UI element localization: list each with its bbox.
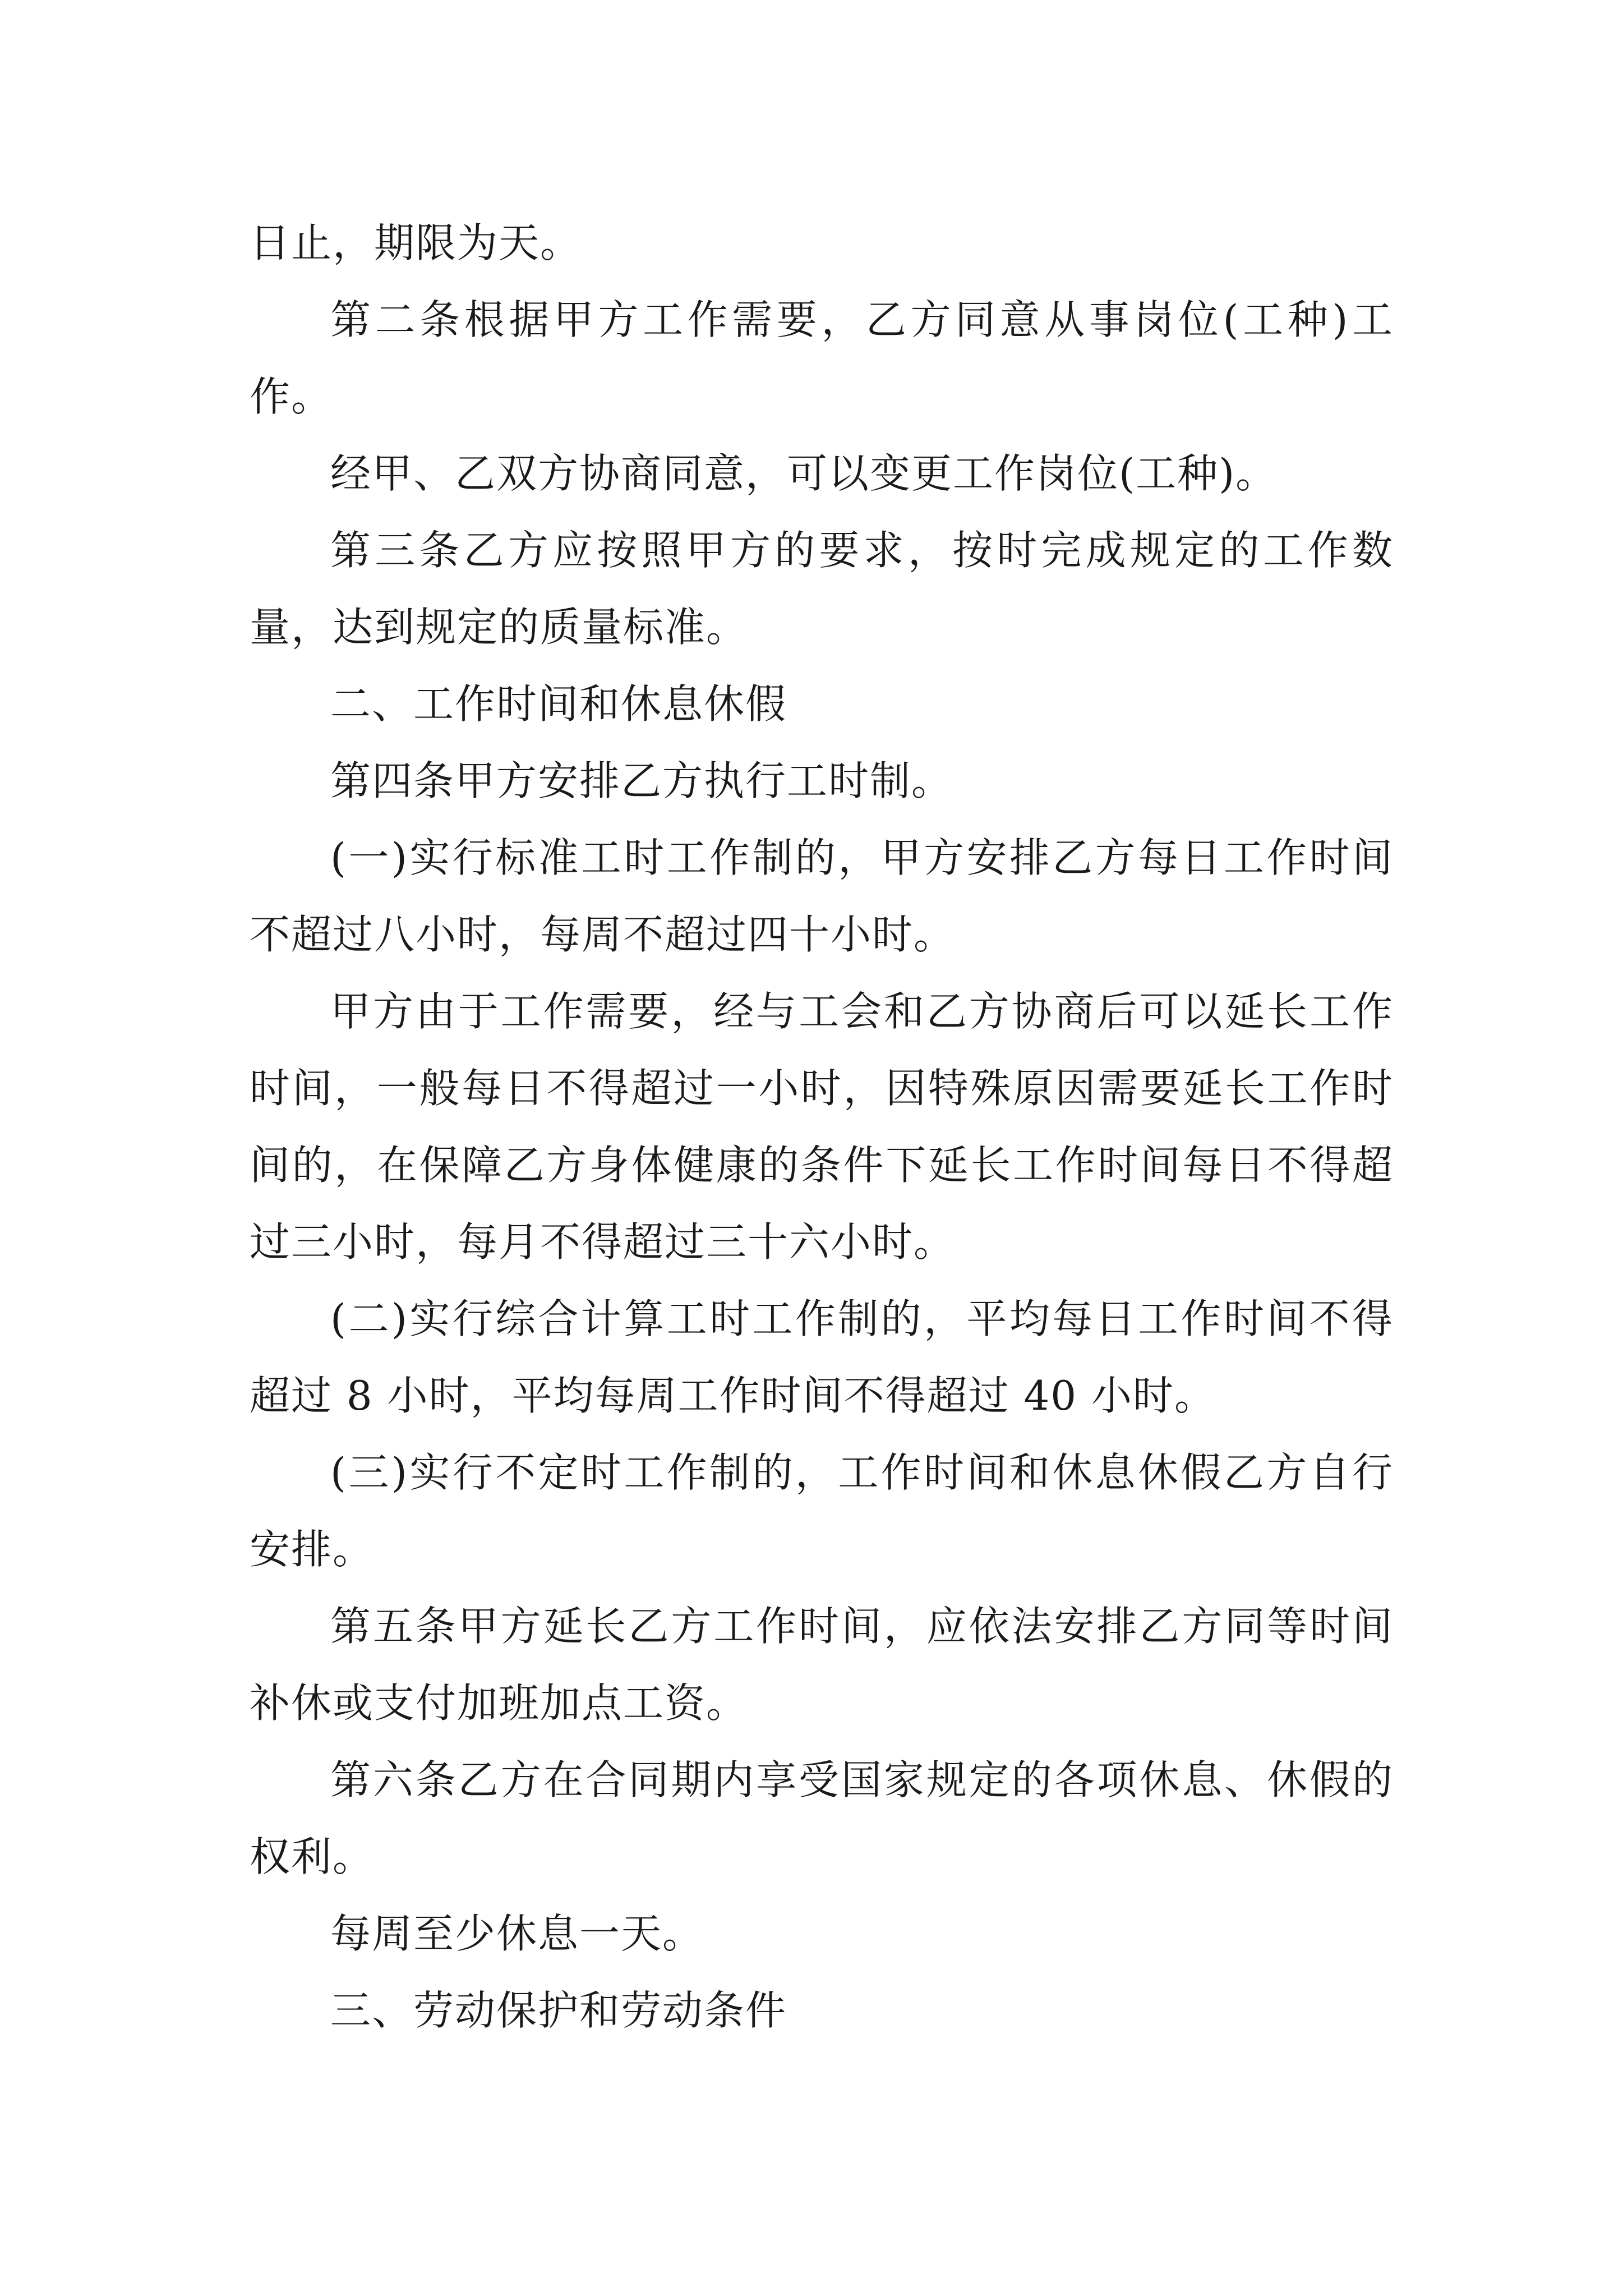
paragraph-term-end: 日止，期限为天。: [250, 219, 582, 266]
paragraph-article-3: 第三条乙方应按照甲方的要求，按时完成规定的工作数量，达到规定的质量标准。: [250, 527, 1394, 651]
paragraph-article-6: 第六条乙方在合同期内享受国家规定的各项休息、休假的权利。: [250, 1756, 1394, 1880]
paragraph-flexible-hours: (三)实行不定时工作制的，工作时间和休息休假乙方自行安排。: [250, 1449, 1394, 1573]
document-body: [250, 205, 1394, 2049]
paragraph-comprehensive-hours: (二)实行综合计算工时工作制的，平均每日工作时间不得超过 8 小时，平均每周工作时间不得超过 40 小时。: [250, 1295, 1394, 1419]
section-heading-working-hours: 二、工作时间和休息休假: [330, 680, 787, 728]
paragraph-overtime-limits: 甲方由于工作需要，经与工会和乙方协商后可以延长工作时间，一般每日不得超过一小时，因特殊原因需要延长工作时间的，在保障乙方身体健康的条件下延长工作时间每日不得超过三小时，每月不得超过三十六小时。: [250, 988, 1394, 1266]
paragraph-standard-hours: (一)实行标准工时工作制的，甲方安排乙方每日工作时间不超过八小时，每周不超过四十小时。: [250, 834, 1394, 958]
paragraph-article-5: 第五条甲方延长乙方工作时间，应依法安排乙方同等时间补休或支付加班加点工资。: [250, 1603, 1394, 1727]
paragraph-article-2: 第二条根据甲方工作需要，乙方同意从事岗位(工种)工作。: [250, 296, 1394, 420]
section-heading-labor-protection: 三、劳动保护和劳动条件: [330, 1987, 787, 2034]
paragraph-position-change: 经甲、乙双方协商同意，可以变更工作岗位(工种)。: [330, 450, 1278, 497]
paragraph-weekly-rest: 每周至少休息一天。: [330, 1910, 704, 1957]
paragraph-article-4: 第四条甲方安排乙方执行工时制。: [330, 757, 953, 804]
